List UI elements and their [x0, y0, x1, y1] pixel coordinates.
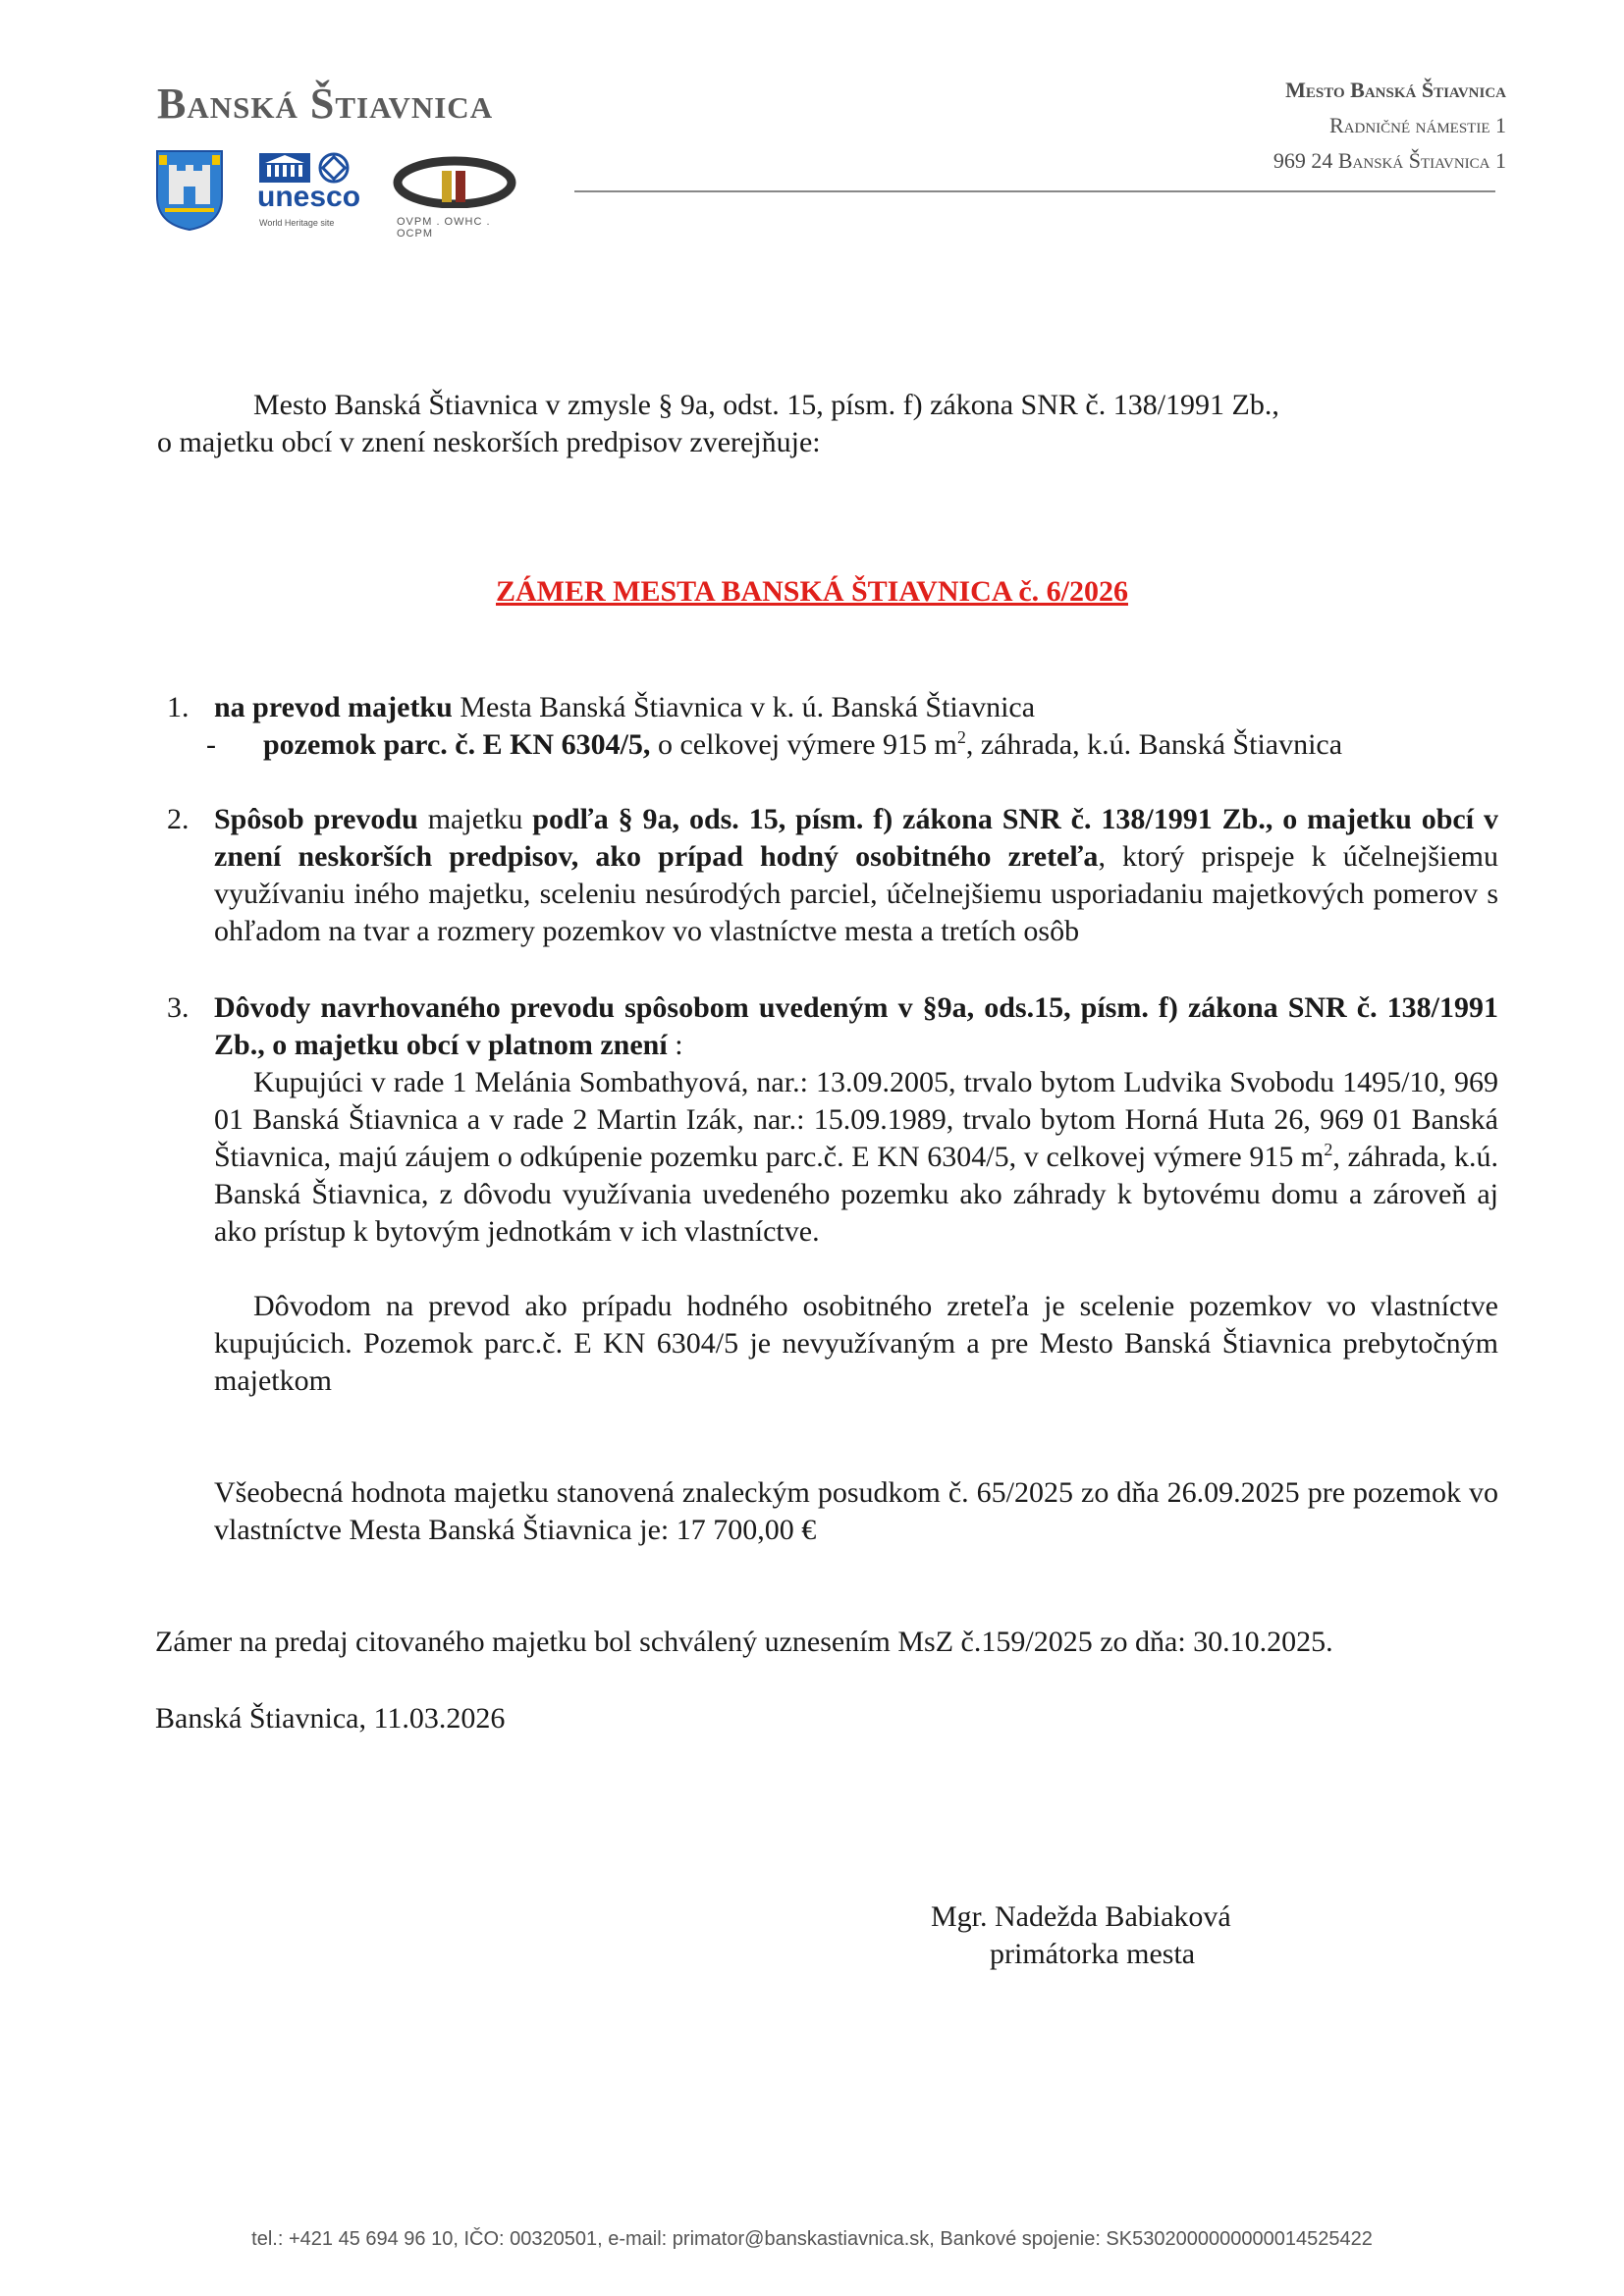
signature-name: Mgr. Nadežda Babiaková	[931, 1900, 1231, 1933]
address-line-3: 969 24 Banská Štiavnica 1	[1272, 148, 1506, 173]
approval-line: Zámer na predaj citovaného majetku bol schválený uznesením MsZ č.159/2025 zo dňa: 30.10.2025.	[155, 1626, 1333, 1658]
item3-p1b: , záhrada, k.ú. Banská Štiavnica, z dôvodu využívania uvedeného pozemku ako záhrady k bytovému domu a zároveň aj ako prístup k bytovým jednotkám v ich vlastníctve.	[214, 1141, 1498, 1248]
item3-p1a: Kupujúci v rade 1 Melánia Sombathyová, nar.: 13.09.2005, trvalo bytom Ludvika Svobodu 1495/10, 969 01 Banská Štiavnica a v rade 2 Martin Izák, nar.: 15.09.1989, trvalo bytom Horná Huta 26, 969 01 Banská Štiavnica, majú záujem o odkúpenie pozemku parc.č. E KN 6304/5, v celkovej výmere 915 m	[214, 1066, 1498, 1173]
item2-number: 2.	[167, 803, 189, 835]
item1-rest: Mesta Banská Štiavnica v k. ú. Banská Štiavnica	[452, 691, 1036, 723]
unesco-label: unesco	[257, 181, 361, 213]
address-line-2: Radničné námestie 1	[1329, 113, 1506, 137]
unesco-sub: World Heritage site	[259, 218, 335, 228]
logo-title: Banská Štiavnica	[157, 80, 494, 128]
value-paragraph: Všeobecná hodnota majetku stanovená znaleckým posudkom č. 65/2025 zo dňa 26.09.2025 pre pozemok vo vlastníctve Mesta Banská Štiavnica je: 17 700,00 €	[214, 1476, 1498, 1546]
item3-colon: :	[667, 1029, 683, 1061]
page-title: ZÁMER MESTA BANSKÁ ŠTIAVNICA č. 6/2026	[496, 575, 1128, 608]
item1-sub-sup: 2	[956, 727, 966, 747]
item1-bold: na prevod majetku	[214, 691, 453, 723]
item3-p1-sup: 2	[1324, 1140, 1333, 1159]
ovpm-emblem-icon	[391, 155, 518, 208]
ovpm-logo	[391, 155, 528, 240]
item1-sub-rest: o celkovej výmere 915 m	[650, 728, 957, 761]
item3-heading	[214, 989, 1498, 1064]
item3-paragraph-1	[214, 1064, 1498, 1251]
page-footer: tel.: +421 45 694 96 10, IČO: 00320501, e-mail: primator@banskastiavnica.sk, Bankové spojenie: SK5302000000000014525422	[251, 2228, 1373, 2250]
signature-role: primátorka mesta	[990, 1938, 1196, 1970]
coat-of-arms-icon	[155, 149, 224, 232]
item1-dash: -	[206, 728, 216, 761]
item1-sub-end: , záhrada, k.ú. Banská Štiavnica	[965, 728, 1343, 761]
address-line-1: Mesto Banská Štiavnica	[1285, 78, 1506, 102]
item2-bold-1: Spôsob prevodu	[214, 803, 418, 835]
item2-text-1: majetku	[417, 803, 533, 835]
item2-text	[214, 801, 1498, 950]
intro-line-1: Mesto Banská Štiavnica v zmysle § 9a, odst. 15, písm. f) zákona SNR č. 138/1991 Zb.,	[253, 389, 1279, 421]
item2-text-2: , ktorý prispeje k účelnejšiemu využívaniu iného majetku, sceleniu nesúrodých parciel, účelnejšiemu usporiadaniu majetkových pomerov s ohľadom na tvar a rozmery pozemkov vo vlastníctve mesta a tretích osôb	[214, 840, 1498, 947]
item1-sub-bold: pozemok parc. č. E KN 6304/5,	[263, 728, 651, 761]
item1-sub	[263, 726, 1510, 764]
intro-line-2: o majetku obcí v znení neskorších predpisov zverejňuje:	[157, 426, 821, 458]
unesco-temple-icon	[257, 149, 375, 185]
unesco-logo	[257, 149, 375, 238]
address-block	[1273, 73, 1506, 179]
header-divider	[574, 190, 1495, 192]
ovpm-label: OVPM . OWHC . OCPM	[397, 216, 491, 240]
item3-bold: Dôvody navrhovaného prevodu spôsobom uvedeným v §9a, ods.15, písm. f) zákona SNR č. 138/1991 Zb., o majetku obcí v platnom znení	[214, 991, 1498, 1061]
item1-text	[214, 689, 1500, 726]
item3-number: 3.	[167, 991, 189, 1024]
item2-bold-2: podľa § 9a, ods. 15, písm. f) zákona SNR č. 138/1991 Zb., o majetku obcí v znení neskorších predpisov, ako prípad hodný osobitného zreteľa	[214, 803, 1498, 873]
item3-paragraph-2: Dôvodom na prevod ako prípadu hodného osobitného zreteľa je scelenie pozemkov vo vlastníctve kupujúcich. Pozemok parc.č. E KN 6304/5 je nevyužívaným a pre Mesto Banská Štiavnica prebytočným majetkom	[214, 1290, 1498, 1397]
place-date: Banská Štiavnica, 11.03.2026	[155, 1702, 506, 1735]
item1-number: 1.	[167, 691, 189, 723]
